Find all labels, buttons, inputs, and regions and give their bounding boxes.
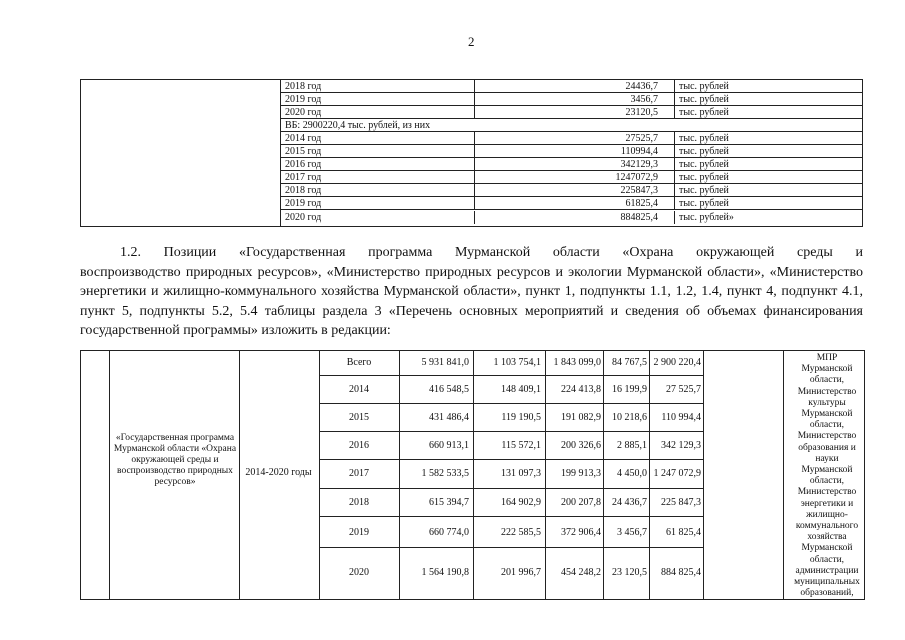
executor-line: области, xyxy=(809,420,845,431)
year-cell: 2014 год xyxy=(285,133,322,144)
table-row xyxy=(281,145,862,158)
value-cell: 224 413,8 xyxy=(561,384,601,395)
grid-line xyxy=(319,488,703,489)
executor-line: администрации xyxy=(795,565,859,576)
row-label: 2016 xyxy=(349,440,369,451)
grid-line xyxy=(239,351,240,599)
executor-line: области, xyxy=(809,476,845,487)
row-label: Всего xyxy=(346,357,372,368)
total-cell: 660 774,0 xyxy=(429,527,469,538)
executor-line: Мурманской xyxy=(801,465,853,476)
table-row xyxy=(281,197,862,210)
value-cell: 23120,5 xyxy=(474,106,662,119)
total-cell: 1 582 533,5 xyxy=(421,468,469,479)
year-cell: 2015 год xyxy=(285,146,322,157)
grid-line xyxy=(783,351,784,599)
grid-line xyxy=(649,351,650,599)
row-label: 2015 xyxy=(349,412,369,423)
grid-line xyxy=(109,351,110,599)
year-cell: 2019 год xyxy=(285,198,322,209)
executor-line: жилищно- xyxy=(806,509,848,520)
unit-cell: тыс. рублей xyxy=(674,158,862,171)
total-cell: 431 486,4 xyxy=(429,412,469,423)
value-cell: 454 248,2 xyxy=(561,567,601,578)
executor-line: энергетики и xyxy=(800,498,854,509)
year-cell: 2020 год xyxy=(285,212,322,223)
value-cell: 199 913,3 xyxy=(561,468,601,479)
value-cell: 24 436,7 xyxy=(612,497,647,508)
total-cell: 416 548,5 xyxy=(429,384,469,395)
grid-line xyxy=(319,547,703,548)
value-cell: 191 082,9 xyxy=(561,412,601,423)
value-cell: 3456,7 xyxy=(474,93,662,106)
executor-line: коммунального xyxy=(795,521,859,532)
unit-cell: тыс. рублей» xyxy=(674,211,862,224)
executor-line: Мурманской xyxy=(801,543,853,554)
top-financing-table xyxy=(80,79,863,227)
executor-line: культуры xyxy=(808,397,846,408)
paragraph-first-line: 1.2. Позиции «Государственная программа Мурманской области «Охрана окружающей среды и xyxy=(120,245,863,260)
table-row xyxy=(281,132,862,145)
unit-cell: тыс. рублей xyxy=(674,93,862,106)
value-cell: 4 450,0 xyxy=(617,468,647,479)
executor-line: Мурманской xyxy=(801,409,853,420)
executor-line: Мурманской xyxy=(801,364,853,375)
executor-line: области, xyxy=(809,554,845,565)
grid-line xyxy=(703,351,704,599)
value-cell: 884825,4 xyxy=(474,211,662,224)
executor-line: Министерство xyxy=(797,487,857,498)
value-cell: 110 994,4 xyxy=(661,412,701,423)
value-cell: 225847,3 xyxy=(474,184,662,197)
value-cell: 23 120,5 xyxy=(612,567,647,578)
row-label: 2018 xyxy=(349,497,369,508)
table-row xyxy=(281,211,862,224)
value-cell: 84 767,5 xyxy=(612,357,647,368)
table-row xyxy=(281,106,862,119)
executor-line: образования и xyxy=(798,442,856,453)
value-cell: 342 129,3 xyxy=(661,440,701,451)
value-cell: 10 218,6 xyxy=(612,412,647,423)
row-label: 2019 xyxy=(349,527,369,538)
value-cell: 342129,3 xyxy=(474,158,662,171)
total-cell: 615 394,7 xyxy=(429,497,469,508)
grid-line xyxy=(603,351,604,599)
grid-line xyxy=(319,516,703,517)
grid-line xyxy=(473,351,474,599)
grid-line xyxy=(545,351,546,599)
total-cell: 5 931 841,0 xyxy=(421,357,469,368)
year-cell: 2020 год xyxy=(285,107,322,118)
table-row xyxy=(281,80,862,93)
page-number: 2 xyxy=(468,34,475,49)
value-cell: 1 843 099,0 xyxy=(553,357,601,368)
total-cell: 1 564 190,8 xyxy=(421,567,469,578)
executors-cell xyxy=(785,353,869,599)
total-cell: 660 913,1 xyxy=(429,440,469,451)
grid-line xyxy=(319,403,703,404)
paragraph-body: воспроизводство природных ресурсов», «Министерство природных ресурсов и экологии Мурманской области», «Министерство энергетики и жилищно-коммунального хозяйства Мурманской области», пункт 1, подпункты 1.1, 1.2, 1.4, пункт 4, подпункт 4.1, пункт 5, подпункты 5.2, 5.4 таблицы раздела 3 «Перечень основных мероприятий и сведения об объемах финансирования государственной программы» изложить в редакции: xyxy=(80,264,863,338)
unit-cell: тыс. рублей xyxy=(674,197,862,210)
value-cell: 61 825,4 xyxy=(666,527,701,538)
unit-cell: тыс. рублей xyxy=(674,132,862,145)
grid-line xyxy=(319,375,703,376)
table-row-span xyxy=(281,119,862,132)
grid-line xyxy=(319,351,320,599)
executor-line: Министерство xyxy=(797,431,857,442)
value-cell: 3 456,7 xyxy=(617,527,647,538)
executor-line: области, xyxy=(809,375,845,386)
value-cell: 1 247 072,9 xyxy=(653,468,701,479)
grid-line xyxy=(319,459,703,460)
value-cell: 119 190,5 xyxy=(501,412,541,423)
grid-line xyxy=(399,351,400,599)
executor-line: хозяйства xyxy=(807,532,847,543)
value-cell: 110994,4 xyxy=(474,145,662,158)
span-label: ВБ: 2900220,4 тыс. рублей, из них xyxy=(285,120,431,131)
value-cell: 27 525,7 xyxy=(666,384,701,395)
value-cell: 1247072,9 xyxy=(474,171,662,184)
row-label: 2017 xyxy=(349,468,369,479)
table-row xyxy=(281,93,862,106)
executor-line: образований, xyxy=(800,588,854,599)
amendment-paragraph xyxy=(80,243,863,341)
program-financing-table xyxy=(80,350,865,600)
value-cell: 27525,7 xyxy=(474,132,662,145)
value-cell: 131 097,3 xyxy=(501,468,541,479)
unit-cell: тыс. рублей xyxy=(674,184,862,197)
year-cell: 2018 год xyxy=(285,81,322,92)
value-cell: 24436,7 xyxy=(474,80,662,93)
executor-line: науки xyxy=(815,453,839,464)
row-label: 2014 xyxy=(349,384,369,395)
value-cell: 372 906,4 xyxy=(561,527,601,538)
value-cell: 1 103 754,1 xyxy=(493,357,541,368)
unit-cell: тыс. рублей xyxy=(674,145,862,158)
top-table-left-column xyxy=(81,80,281,226)
value-cell: 2 885,1 xyxy=(617,440,647,451)
table-row xyxy=(281,184,862,197)
value-cell: 200 207,8 xyxy=(561,497,601,508)
year-cell: 2017 год xyxy=(285,172,322,183)
value-cell: 61825,4 xyxy=(474,197,662,210)
unit-cell: тыс. рублей xyxy=(674,106,862,119)
value-cell: 225 847,3 xyxy=(661,497,701,508)
table-row xyxy=(281,158,862,171)
executor-line: Министерство xyxy=(797,386,857,397)
value-cell: 115 572,1 xyxy=(501,440,541,451)
value-cell: 884 825,4 xyxy=(661,567,701,578)
value-cell: 222 585,5 xyxy=(501,527,541,538)
value-cell: 148 409,1 xyxy=(501,384,541,395)
year-cell: 2019 год xyxy=(285,94,322,105)
year-cell: 2018 год xyxy=(285,185,322,196)
table-row xyxy=(281,171,862,184)
row-label: 2020 xyxy=(349,567,369,578)
value-cell: 201 996,7 xyxy=(501,567,541,578)
period-cell: 2014-2020 годы xyxy=(245,467,312,478)
year-cell: 2016 год xyxy=(285,159,322,170)
value-cell: 2 900 220,4 xyxy=(653,357,701,368)
program-name-cell: «Государственная программа Мурманской области «Охрана окружающей среды и воспроизводство природных ресурсов» xyxy=(113,433,237,487)
grid-line xyxy=(319,431,703,432)
executor-line: МПР xyxy=(816,353,838,363)
value-cell: 16 199,9 xyxy=(612,384,647,395)
value-cell: 164 902,9 xyxy=(501,497,541,508)
unit-cell: тыс. рублей xyxy=(674,80,862,93)
value-cell: 200 326,6 xyxy=(561,440,601,451)
unit-cell: тыс. рублей xyxy=(674,171,862,184)
executor-line: муниципальных xyxy=(794,577,860,588)
